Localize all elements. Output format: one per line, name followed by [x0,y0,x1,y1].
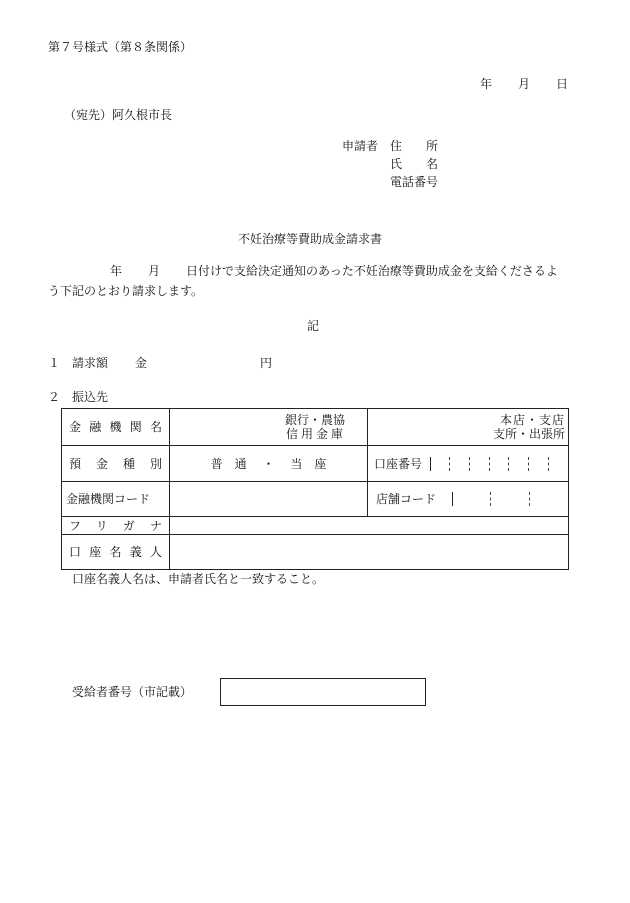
table-row [62,517,569,535]
bank-code-cell [170,482,368,517]
furigana-label: フリガナ [62,517,170,535]
body-line2: う下記のとおり請求します。 [48,284,204,298]
account-digit[interactable] [430,457,450,471]
table-row [62,409,569,446]
branch-types-line2: 支所・出張所 [492,427,565,441]
branch-code-grid [368,492,568,506]
item2-number: ２ [48,390,61,404]
table-row [62,446,569,482]
item2-label: 振込先 [72,390,109,404]
item1-number: １ [48,356,61,370]
table-row [62,482,569,517]
branch-code-cell [368,482,569,517]
bank-types-line2: 信用金庫 [286,427,347,441]
bank-code-label: 金融機関コード [62,482,170,517]
account-digit[interactable] [450,457,470,471]
account-holder-label: 口座名義人 [62,535,170,570]
table-row [62,535,569,570]
bank-name-cell[interactable] [170,409,368,446]
deposit-type-label: 預金種別 [62,446,170,482]
item1-label: 請求額 [72,356,109,370]
bank-transfer-table [61,408,569,570]
account-number-grid [368,457,568,471]
account-digit[interactable] [548,457,568,471]
deposit-type-toza[interactable]: 当 座 [290,456,327,471]
body-month: 月 [148,264,161,278]
applicant-label: 申請者 [342,139,379,153]
bank-types-line1: 銀行・農協 [285,413,346,427]
date-day-label: 日 [556,77,569,91]
date-month-label: 月 [518,77,531,91]
item1-unit: 円 [260,356,273,370]
form-number: 第７号様式（第８条関係） [48,40,193,54]
addressee: （宛先）阿久根市長 [64,108,173,122]
body-line1: 日付けで支給決定通知のあった不妊治療等費助成金を支給くださるよ [186,264,558,278]
account-digit[interactable] [489,457,509,471]
bank-name-label: 金融機関名 [62,409,170,446]
branch-code-digit[interactable] [529,492,568,506]
deposit-type-futsu[interactable]: 普 通 [210,456,247,471]
ki-heading: 記 [307,319,320,333]
item1-prefix: 金 [135,356,148,370]
date-year-label: 年 [480,77,493,91]
branch-code-digit[interactable] [452,492,491,506]
branch-name-cell[interactable] [368,409,569,446]
holder-note: 口座名義人名は、申請者氏名と一致すること。 [72,572,325,586]
account-digit[interactable] [509,457,529,471]
applicant-phone-label: 電話番号 [390,175,439,189]
account-holder-input[interactable] [170,535,569,570]
branch-types-line1: 本店・支店 [499,413,565,427]
document-title: 不妊治療等費助成金請求書 [238,232,383,246]
account-number-label: 口座番号 [374,456,423,471]
deposit-type-cell[interactable] [170,446,368,482]
recipient-number-label: 受給者番号（市記載） [72,685,193,699]
branch-code-digit[interactable] [491,492,530,506]
recipient-number-input[interactable] [220,678,426,706]
deposit-type-separator: ・ [262,456,275,471]
furigana-input[interactable] [170,517,569,535]
account-digit[interactable] [529,457,549,471]
account-digit[interactable] [469,457,489,471]
body-year: 年 [110,264,123,278]
applicant-name-label: 氏 名 [390,157,439,171]
applicant-address-label: 住 所 [390,139,439,153]
account-number-cell [368,446,569,482]
branch-code-label: 店舗コード [376,492,437,506]
